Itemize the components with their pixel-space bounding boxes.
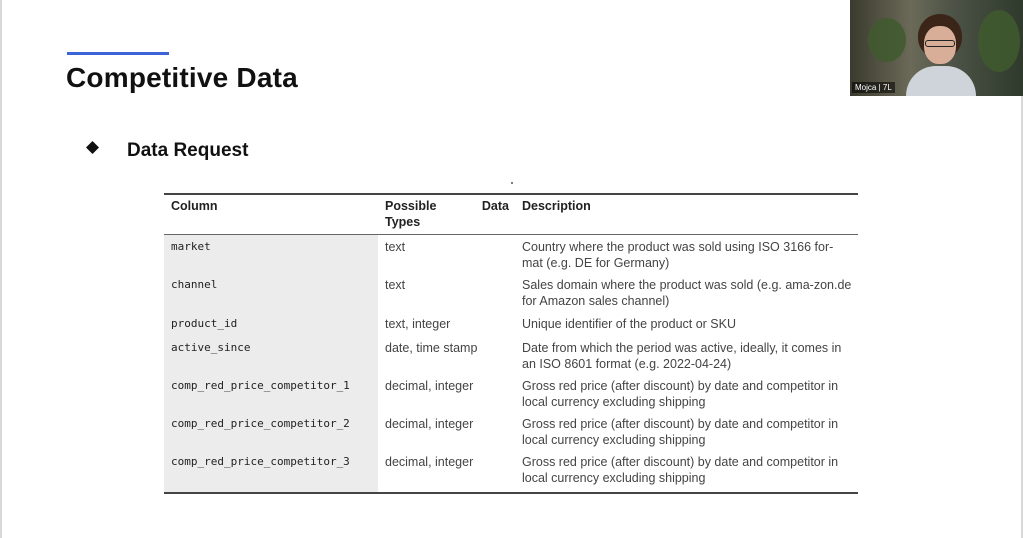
table-row <box>164 235 858 275</box>
cell-types: text, integer <box>385 317 451 331</box>
cell-column: comp_red_price_competitor_3 <box>164 451 378 492</box>
header-types-part1: Possible <box>385 199 437 213</box>
cell-column: comp_red_price_competitor_1 <box>164 375 378 413</box>
cell-types: decimal, integer <box>385 455 474 469</box>
cell-description: Sales domain where the product was sold (e.g. ama-zon.de for Amazon sales channel) <box>522 278 852 308</box>
table-row <box>164 337 858 375</box>
header-types <box>378 195 515 235</box>
cell-column: comp_red_price_competitor_2 <box>164 413 378 451</box>
participant-name-tag: Mojca | 7L <box>852 82 895 93</box>
cell-types: text <box>385 278 406 292</box>
header-column: Column <box>164 195 378 235</box>
diamond-bullet-icon <box>86 141 99 154</box>
table-row <box>164 274 858 313</box>
bullet-label: Data Request <box>127 140 249 161</box>
table-row <box>164 313 858 337</box>
plant-left <box>868 18 906 62</box>
header-types-part3: Types <box>385 215 421 229</box>
cell-description: Country where the product was sold using ISO 3166 for-mat (e.g. DE for Germany) <box>522 240 834 270</box>
stray-dot <box>511 182 513 184</box>
plant-right <box>978 10 1020 72</box>
slide-title: Competitive Data <box>66 62 298 93</box>
cell-description: Date from which the period was active, ideally, it comes in an ISO 8601 format (e.g. 2022-04-24) <box>522 341 842 371</box>
cell-description: Gross red price (after discount) by date and competitor in local currency excluding shipping <box>522 417 839 447</box>
cell-types: decimal, integer <box>385 417 474 431</box>
participant-video-tile[interactable] <box>850 0 1023 96</box>
cell-column: channel <box>164 274 378 313</box>
cell-column: active_since <box>164 337 378 375</box>
title-accent-bar <box>67 52 169 55</box>
data-request-table <box>164 193 858 494</box>
table-row <box>164 413 858 451</box>
header-description: Description <box>515 195 858 235</box>
table-row <box>164 375 858 413</box>
slide-border-left <box>0 0 2 538</box>
header-types-part2: Data <box>481 199 509 213</box>
table-row <box>164 451 858 492</box>
cell-description: Unique identifier of the product or SKU <box>522 317 737 331</box>
cell-description: Gross red price (after discount) by date and competitor in local currency excluding shipping <box>522 455 839 485</box>
participant-glasses <box>925 40 955 47</box>
cell-types: text <box>385 240 406 254</box>
cell-column: product_id <box>164 313 378 337</box>
cell-types: decimal, integer <box>385 379 474 393</box>
cell-types: date, time stamp <box>385 341 478 355</box>
table-header-row <box>164 195 858 235</box>
cell-description: Gross red price (after discount) by date and competitor in local currency excluding shipping <box>522 379 839 409</box>
cell-column: market <box>164 235 378 275</box>
